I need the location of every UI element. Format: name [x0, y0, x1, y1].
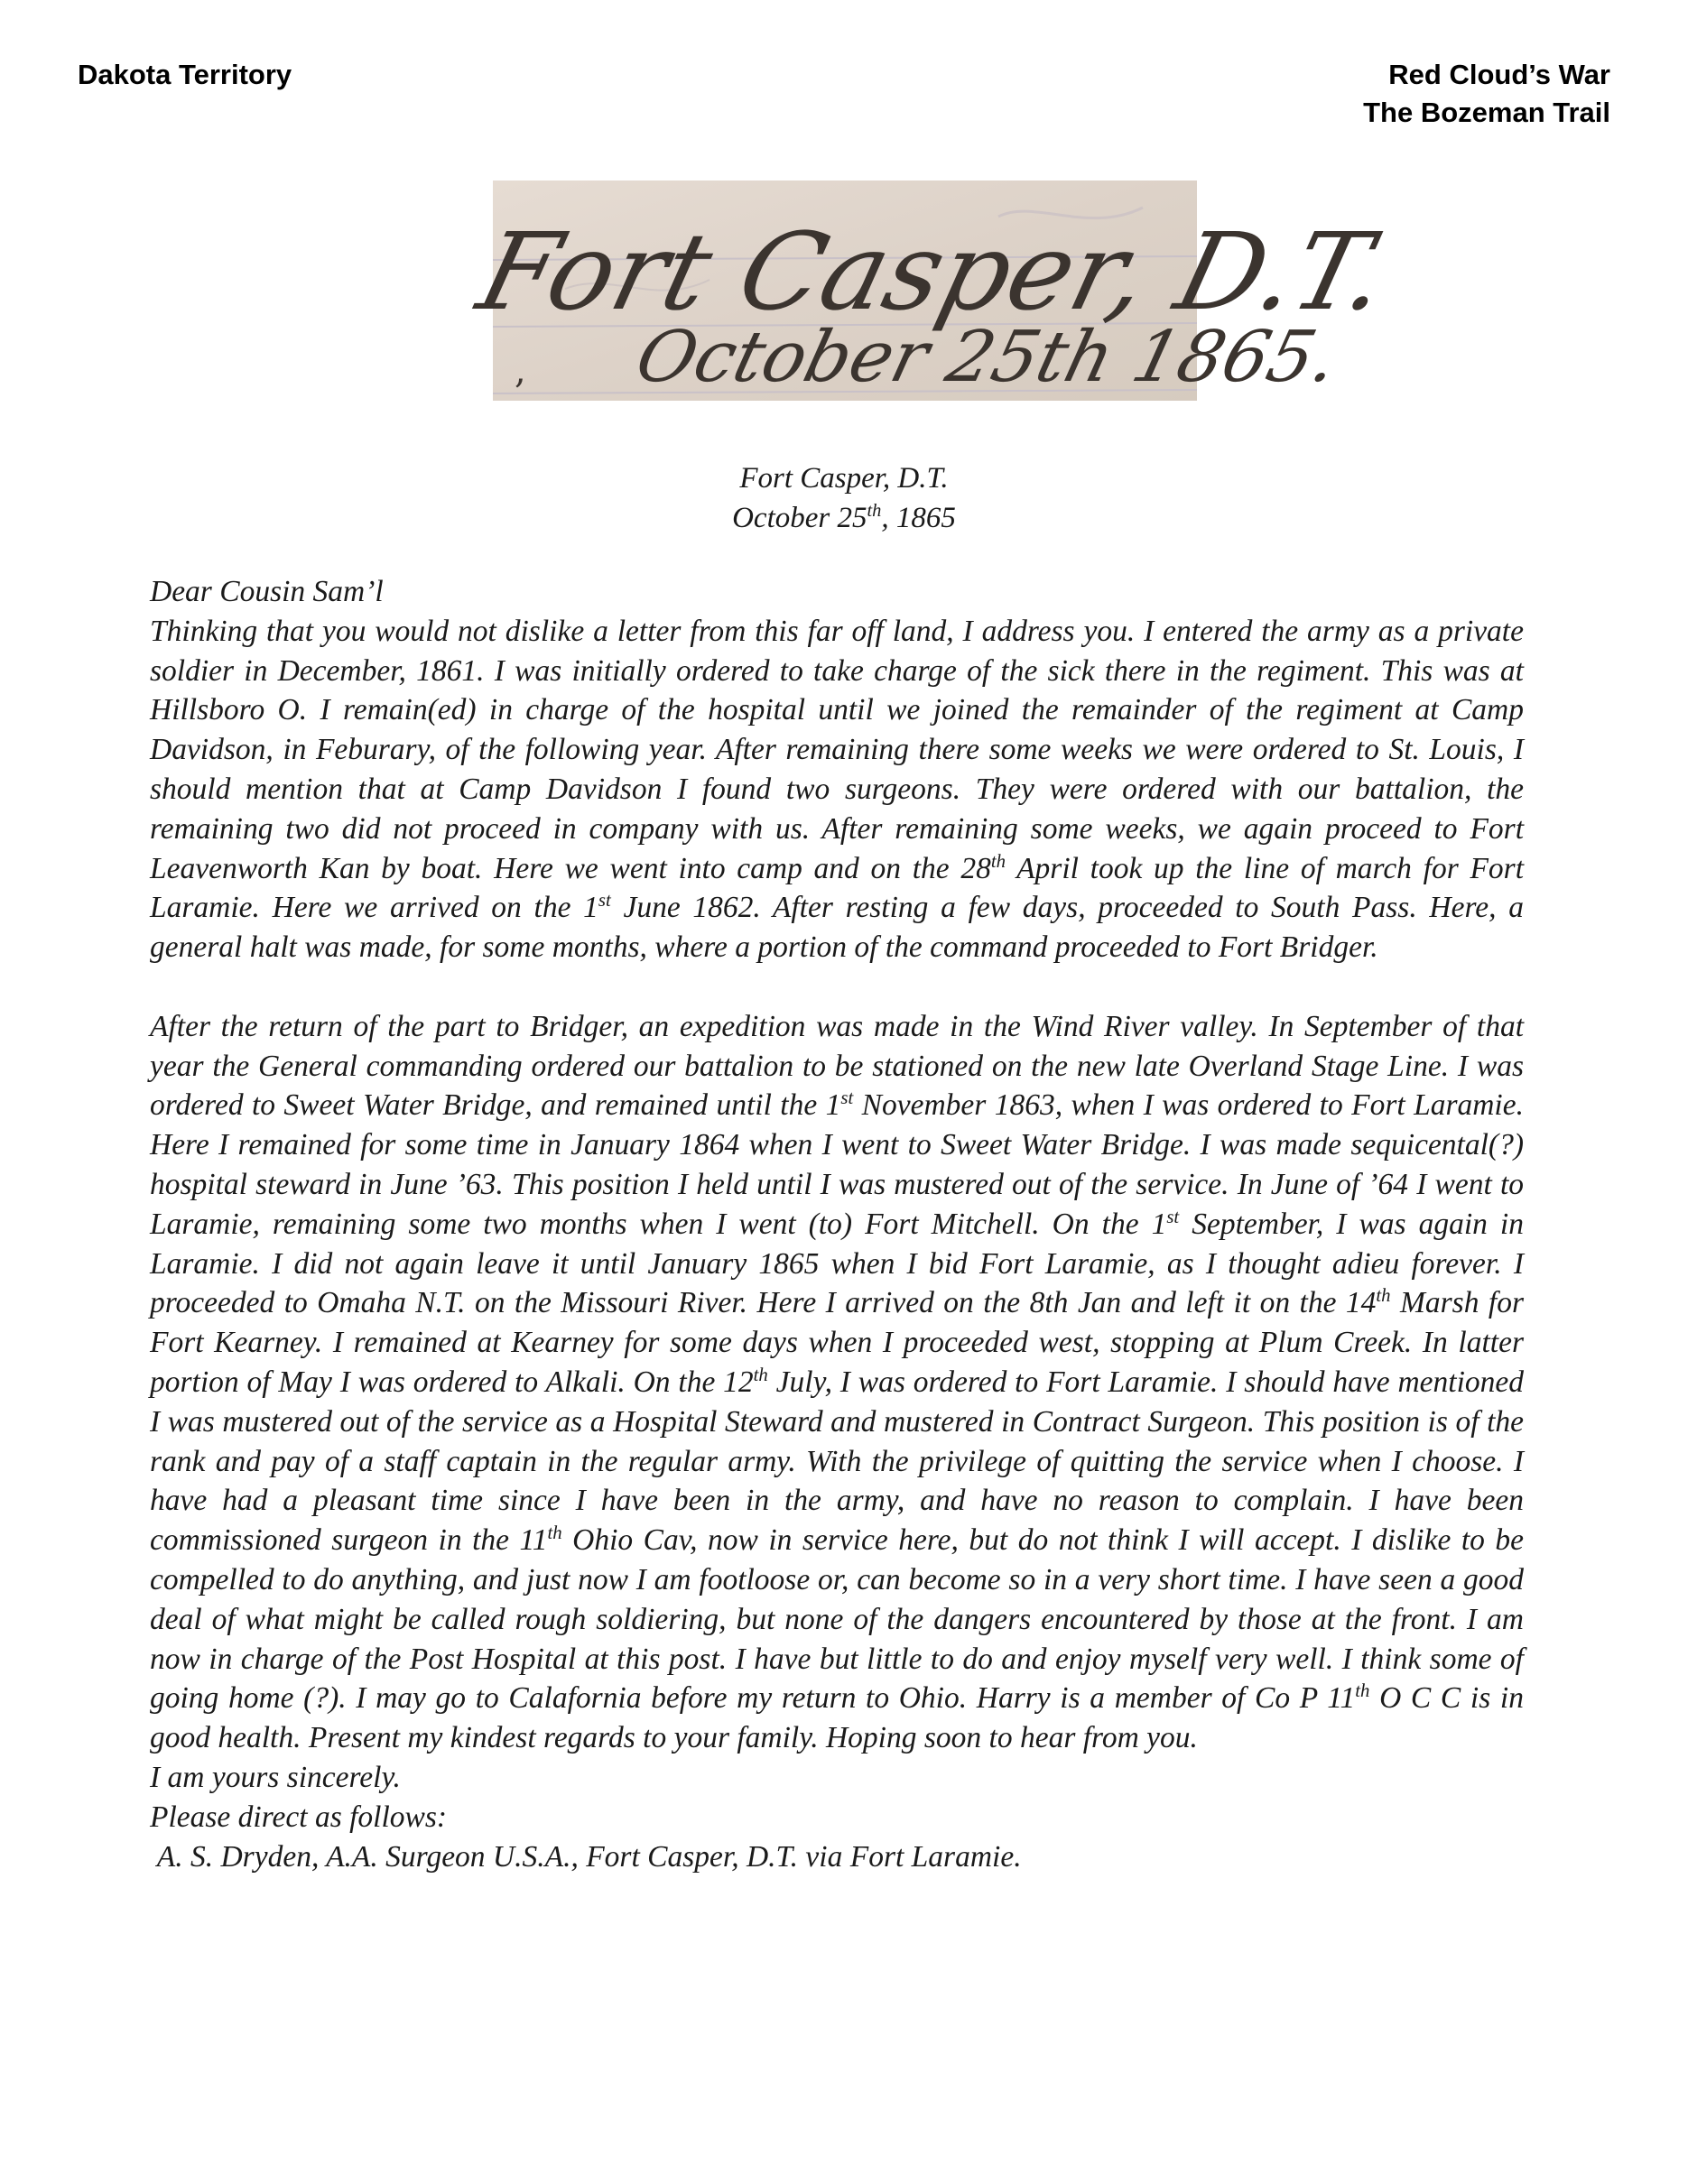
p2-text-d: Marsh for Fort Kearney. I remained at Kearney for some days when I proceeded west, stopping at Plum Creek. In latter portion of May I was ordered to Alkali. On the 12 [150, 1286, 1524, 1399]
p1-text-b: April took up the line of march for Fort Laramie. Here we arrived on the 1 [150, 851, 1524, 925]
return-address [150, 1837, 1524, 1877]
handwritten-line2: October 25th 1865. [627, 315, 1347, 398]
paragraph-2 [150, 1007, 1524, 1758]
handwritten-line1: Fort Casper, D.T. [467, 210, 1401, 335]
header-right [1363, 56, 1610, 132]
address-text: A. S. Dryden, A.A. Surgeon U.S.A., Fort Casper, D.T. via Fort Laramie. [150, 1839, 1022, 1874]
handwriting-svg [467, 180, 1401, 401]
date-prefix: October 25 [732, 502, 867, 534]
date-ordinal: th [867, 501, 882, 521]
p2-text-b: November 1863, when I was ordered to Fort Laramie. Here I remained for some time in January 1864 when I went to Sweet Water Bridge. I was made sequicental(?) hospital steward in June ’63. This position I held until I was mustered out of the service. In June of ’64 I went to Laramie, remaining some two months when I went (to) Fort Mitchell. On the 1 [150, 1088, 1524, 1241]
p1-sup-2: st [598, 890, 611, 912]
p2-text-a: After the return of the part to Bridger, an expedition was made in the Wind River valley. In September of that year the General commanding ordered our battalion to be stationed on the new late Overland Stage Line. I was ordered to Sweet Water Bridge, and remained until the 1 [150, 1009, 1524, 1123]
closing-text: I am yours sincerely. [150, 1760, 401, 1794]
paragraph-1 [150, 612, 1524, 967]
p2-sup-2: st [1166, 1206, 1180, 1227]
closing [150, 1758, 1524, 1798]
p2-sup-5: th [547, 1522, 562, 1543]
p2-sup-3: th [1376, 1285, 1391, 1307]
header-right-line1: Red Cloud’s War [1388, 59, 1610, 90]
header-left: Dakota Territory [78, 59, 292, 90]
p2-text-c: September, I was again in Laramie. I did not again leave it until January 1865 when I bid Fort Laramie, as I thought adieu forever. I proceeded to Omaha N.T. on the Missouri River. Here I arrived on the 8th Jan and left it on the 14 [150, 1207, 1524, 1320]
letter-body [150, 572, 1524, 1876]
direction-text: Please direct as follows: [150, 1800, 448, 1834]
salutation-text: Dear Cousin Sam’l [150, 575, 384, 608]
salutation [150, 572, 1524, 612]
dateline [0, 458, 1688, 538]
dateline-place: Fort Casper, D.T. [739, 462, 949, 495]
p2-text-f: Ohio Cav, now in service here, but do not think I will accept. I dislike to be compelled to do anything, and just now I am footloose or, can become so in a very short time. I have seen a good deal of what might be called rough soldiering, but none of the dangers encountered by those at the front. I am now in charge of the Post Hospital at this post. I have but little to do and enjoy myself very well. I think some of going home (?). I may go to Calafornia before my return to Ohio. Harry is a member of Co P 11 [150, 1523, 1525, 1716]
manuscript-image [467, 180, 1401, 401]
date-suffix: , 1865 [881, 502, 956, 534]
p2-text-e: July, I was ordered to Fort Laramie. I should have mentioned I was mustered out of the service as a Hospital Steward and mustered in Contract Surgeon. This position is of the rank and pay of a staff captain in the regular army. With the privilege of quitting the service when I choose. I have had a pleasant time since I have been in the army, and have no reason to complain. I have been commissioned surgeon in the 11 [150, 1365, 1524, 1558]
p2-sup-4: th [753, 1364, 768, 1385]
p2-sup-1: st [840, 1087, 854, 1109]
handwritten-mark: , [515, 350, 526, 392]
p2-sup-6: th [1355, 1680, 1370, 1702]
p2-text-g: O C C is in good health. Present my kindest regards to your family. Hoping soon to hear from you. [150, 1681, 1524, 1755]
p1-text-a: Thinking that you would not dislike a letter from this far off land, I address you. I entered the army as a private soldier in December, 1861. I was initially ordered to take charge of the sick there in the regiment. This was at Hillsboro O. I remain(ed) in charge of the hospital until we joined the remainder of the regiment at Camp Davidson, in Feburary, of the following year. After remaining there some weeks we were ordered to St. Louis, I should mention that at Camp Davidson I found two surgeons. They were ordered with our battalion, the remaining two did not proceed in company with us. After remaining some weeks, we again proceed to Fort Leavenworth Kan by boat. Here we went into camp and on the 28 [150, 614, 1524, 885]
p1-text-c: June 1862. After resting a few days, proceeded to South Pass. Here, a general halt was made, for some months, where a portion of the command proceeded to Fort Bridger. [150, 891, 1524, 965]
p1-sup-1: th [990, 850, 1006, 872]
dateline-date [0, 498, 1688, 538]
direction-note [150, 1798, 1524, 1837]
header-right-line2: The Bozeman Trail [1363, 97, 1610, 128]
